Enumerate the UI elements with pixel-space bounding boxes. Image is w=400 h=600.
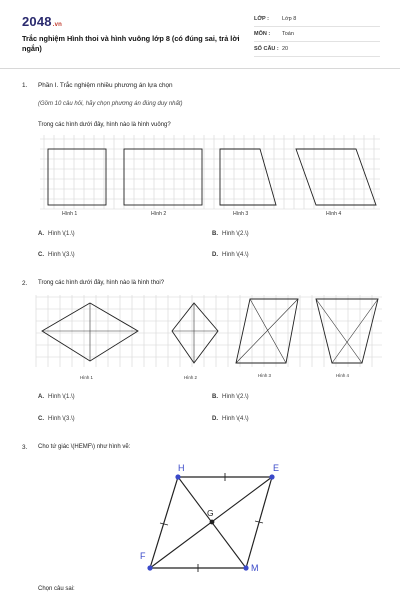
q2-option-b[interactable]: B. Hình \(2.\) <box>212 394 249 400</box>
q1-label-4: Hình 4 <box>326 211 342 217</box>
q1-label-2: Hình 2 <box>151 211 167 217</box>
q1-shape-3 <box>220 149 276 205</box>
q1-shape-2 <box>124 149 202 205</box>
q2-label-3: Hình 3 <box>258 373 271 378</box>
q1-label-3: Hình 3 <box>233 211 249 217</box>
q2-figures <box>36 295 382 385</box>
page-header <box>0 0 400 69</box>
q3-label-e: E <box>273 463 280 473</box>
q3-number: 3. <box>22 444 28 451</box>
quiz-title: Trắc nghiệm Hình thoi và hình vuông lớp 8 (có đúng sai, trả lời ngắn) <box>22 34 240 53</box>
q3-footer: Chọn câu sai: <box>38 586 75 592</box>
q2-option-c[interactable]: C. Hình \(3.\) <box>38 416 75 422</box>
meta-subject: MÔN : Toán <box>254 31 380 42</box>
q3-figure <box>130 455 280 580</box>
q2-text: Trong các hình dưới đây, hình nào là hình thoi? <box>38 280 165 286</box>
q2-shape-3-diagonal-a <box>250 299 286 363</box>
q1-section: Phần I. Trắc nghiệm nhiều phương án lựa chọn <box>38 82 173 89</box>
q2-option-a[interactable]: A. Hình \(1.\) <box>38 394 75 400</box>
q1-instruction: (Gồm 10 câu hỏi, hãy chọn phương án đúng duy nhất) <box>38 101 183 107</box>
q3-label-g: G <box>207 508 214 518</box>
q3-point-f <box>147 565 152 570</box>
q2-label-1: Hình 1 <box>80 375 93 380</box>
q1-text: Trong các hình dưới đây, hình nào là hình vuông? <box>38 122 171 128</box>
q3-point-e <box>269 474 274 479</box>
q3-point-g <box>210 520 215 525</box>
q1-option-c[interactable]: C. Hình \(3.\) <box>38 252 75 258</box>
q2-shape-4 <box>316 299 378 363</box>
q2-option-d[interactable]: D. Hình \(4.\) <box>212 416 249 422</box>
q2-label-4: Hình 4 <box>336 373 349 378</box>
meta-count: SỐ CÂU : 20 <box>254 46 380 57</box>
q3-label-h: H <box>178 463 185 473</box>
q3-text: Cho tứ giác \(HEMF\) như hình vẽ: <box>38 444 131 450</box>
q1-option-b[interactable]: B. Hình \(2.\) <box>212 231 249 237</box>
q1-shape-1 <box>48 149 106 205</box>
q1-option-d[interactable]: D. Hình \(4.\) <box>212 252 249 258</box>
q3-point-h <box>175 474 180 479</box>
site-logo[interactable]: 2048.vn <box>22 14 63 29</box>
q3-label-f: F <box>140 551 146 561</box>
q2-shape-3-diagonal-b <box>236 299 298 363</box>
q3-label-m: M <box>251 563 259 573</box>
q3-point-m <box>243 565 248 570</box>
q2-label-2: Hình 2 <box>184 375 197 380</box>
q1-grid <box>40 135 380 209</box>
meta-class: LỚP : Lớp 8 <box>254 16 380 27</box>
q1-figures <box>40 135 380 220</box>
q1-label-1: Hình 1 <box>62 211 78 217</box>
q2-number: 2. <box>22 280 28 287</box>
q1-number: 1. <box>22 82 28 89</box>
q1-option-a[interactable]: A. Hình \(1.\) <box>38 231 75 237</box>
